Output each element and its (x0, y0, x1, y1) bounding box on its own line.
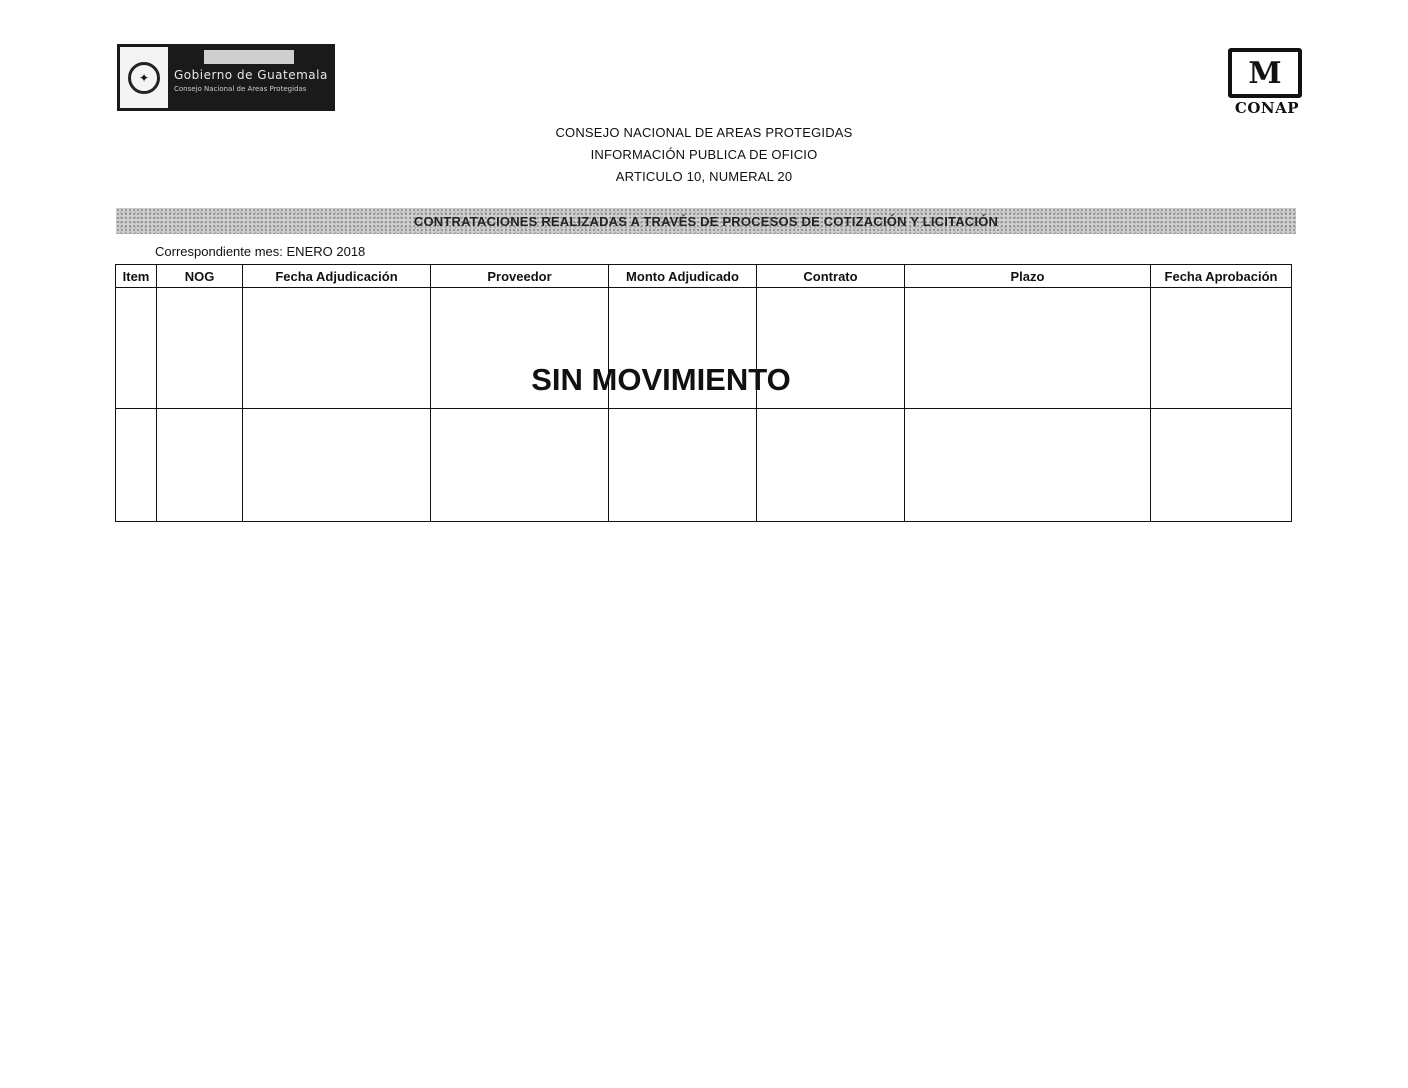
conap-logo (1228, 48, 1306, 116)
conap-logo-name: CONAP (1234, 99, 1300, 117)
table-cell (157, 409, 243, 522)
conap-emblem-icon: M (1228, 48, 1302, 98)
title-line-1: CONSEJO NACIONAL DE AREAS PROTEGIDAS (555, 125, 853, 140)
column-header-fecha-aprobacion: Fecha Aprobación (1151, 265, 1292, 288)
gov-logo-line1: Gobierno de Guatemala (174, 68, 328, 82)
table-header-row (116, 265, 1292, 288)
table-cell (243, 409, 431, 522)
column-header-item: Item (116, 265, 157, 288)
table-cell (905, 288, 1151, 409)
gobierno-guatemala-logo (117, 44, 335, 111)
table-cell (116, 288, 157, 409)
section-banner-text: CONTRATACIONES REALIZADAS A TRAVÉS DE PROCESOS DE COTIZACIÓN Y LICITACIÓN (413, 213, 999, 229)
column-header-fecha-adjudicacion: Fecha Adjudicación (243, 265, 431, 288)
guatemala-seal-icon: ✦ (128, 62, 160, 94)
table-row (116, 409, 1292, 522)
table-cell (609, 409, 757, 522)
section-banner (116, 208, 1296, 234)
column-header-plazo: Plazo (905, 265, 1151, 288)
title-line-3: ARTICULO 10, NUMERAL 20 (615, 169, 793, 184)
table-cell (431, 409, 609, 522)
table-cell (157, 288, 243, 409)
table-cell (116, 409, 157, 522)
table-cell (757, 409, 905, 522)
no-movement-stamp: SIN MOVIMIENTO (531, 362, 791, 397)
gov-logo-line2: Consejo Nacional de Areas Protegidas (174, 85, 307, 93)
table-cell (1151, 409, 1292, 522)
gov-logo-text (168, 44, 335, 111)
column-header-proveedor: Proveedor (431, 265, 609, 288)
column-header-monto-adjudicado: Monto Adjudicado (609, 265, 757, 288)
table-cell (243, 288, 431, 409)
gov-logo-banner-mark (204, 50, 294, 64)
table-cell (905, 409, 1151, 522)
period-label: Correspondiente mes: ENERO 2018 (155, 244, 366, 259)
table-cell (1151, 288, 1292, 409)
title-line-2: INFORMACIÓN PUBLICA DE OFICIO (590, 147, 818, 162)
seal-box (120, 47, 168, 108)
column-header-nog: NOG (157, 265, 243, 288)
column-header-contrato: Contrato (757, 265, 905, 288)
